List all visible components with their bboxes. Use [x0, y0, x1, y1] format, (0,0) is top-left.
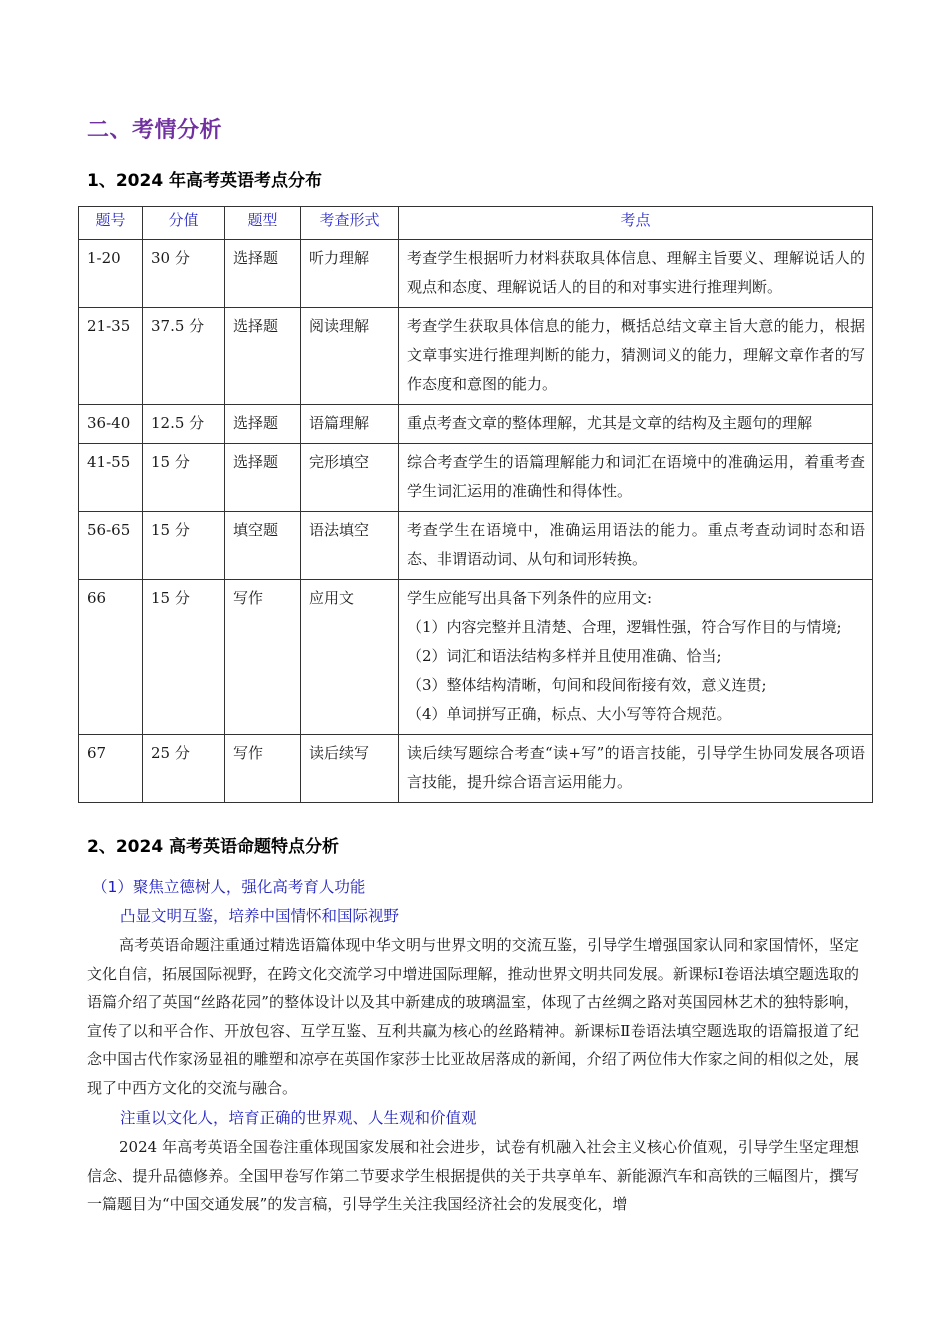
cell-form: 听力理解	[301, 240, 399, 308]
point-item: （2）词汇和语法结构多样并且使用准确、恰当;	[407, 647, 722, 665]
cell-form: 读后续写	[301, 735, 399, 803]
cell-point: 考查学生获取具体信息的能力，概括总结文章主旨大意的能力，根据文章事实进行推理判断的能力，猜测词义的能力，理解文章作者的写作态度和意图的能力。	[399, 308, 873, 405]
subsection-title-features: 2、2024 高考英语命题特点分析	[87, 837, 340, 857]
cell-number: 56-65	[79, 512, 143, 580]
cell-score: 15 分	[143, 444, 225, 512]
cell-form: 阅读理解	[301, 308, 399, 405]
cell-point: 读后续写题综合考查“读+写”的语言技能，引导学生协同发展各项语言技能，提升综合语言运用能力。	[399, 735, 873, 803]
paragraph-civilization: 高考英语命题注重通过精选语篇体现中华文明与世界文明的交流互鉴，引导学生增强国家认同和家国情怀，坚定文化自信，拓展国际视野，在跨文化交流学习中增进国际理解，推动世界文明共同发展。新课标Ⅰ卷语法填空题选取的语篇介绍了英国“丝路花园”的整体设计以及其中新建成的玻璃温室，体现了古丝绸之路对英国园林艺术的独特影响，宣传了以和平合作、开放包容、互学互鉴、互利共赢为核心的丝路精神。新课标Ⅱ卷语法填空题选取的语篇报道了纪念中国古代作家汤显祖的雕塑和凉亭在英国作家莎士比亚故居落成的新闻，介绍了两位伟大作家之间的相似之处，展现了中西方文化的交流与融合。	[87, 936, 859, 1097]
cell-type: 选择题	[225, 240, 301, 308]
paragraph-values: 2024 年高考英语全国卷注重体现国家发展和社会进步，试卷有机融入社会主义核心价值观，引导学生坚定理想信念、提升品德修养。全国甲卷写作第二节要求学生根据提供的关于共享单车、新能源汽车和高铁的三幅图片，撰写一篇题目为“中国交通发展”的发言稿，引导学生关注我国经济社会的发展变化，增	[87, 1138, 859, 1213]
cell-score: 15 分	[143, 580, 225, 735]
cell-point: 考查学生在语境中，准确运用语法的能力。重点考查动词时态和语态、非谓语动词、从句和词形转换。	[399, 512, 873, 580]
cell-point: 考查学生根据听力材料获取具体信息、理解主旨要义、理解说话人的观点和态度、理解说话人的目的和对事实进行推理判断。	[399, 240, 873, 308]
table-row	[79, 240, 873, 308]
point1-title: （1）聚焦立德树人，强化高考育人功能	[92, 878, 366, 896]
table-row	[79, 308, 873, 405]
table-row	[79, 405, 873, 444]
cell-type: 选择题	[225, 405, 301, 444]
cell-type: 写作	[225, 735, 301, 803]
cell-number: 41-55	[79, 444, 143, 512]
cell-form: 应用文	[301, 580, 399, 735]
point-item: （1）内容完整并且清楚、合理，逻辑性强，符合写作目的与情境;	[407, 618, 842, 636]
cell-score: 15 分	[143, 512, 225, 580]
header-score: 分值	[143, 207, 225, 240]
cell-score: 25 分	[143, 735, 225, 803]
cell-form: 完形填空	[301, 444, 399, 512]
cell-point-list	[399, 580, 873, 735]
cell-type: 选择题	[225, 308, 301, 405]
point-item: （3）整体结构清晰，句间和段间衔接有效，意义连贯;	[407, 676, 767, 694]
cell-type: 选择题	[225, 444, 301, 512]
header-point: 考点	[399, 207, 873, 240]
point-item: （4）单词拼写正确，标点、大小写等符合规范。	[407, 705, 732, 723]
table-header-row	[79, 207, 873, 240]
table-row	[79, 735, 873, 803]
point-intro: 学生应能写出具备下列条件的应用文:	[407, 589, 653, 607]
header-type: 题型	[225, 207, 301, 240]
cell-number: 21-35	[79, 308, 143, 405]
cell-point: 重点考查文章的整体理解，尤其是文章的结构及主题句的理解	[399, 405, 873, 444]
cell-form: 语法填空	[301, 512, 399, 580]
header-number: 题号	[79, 207, 143, 240]
cell-form: 语篇理解	[301, 405, 399, 444]
subtitle-civilization: 凸显文明互鉴，培养中国情怀和国际视野	[120, 907, 400, 925]
cell-score: 37.5 分	[143, 308, 225, 405]
cell-number: 1-20	[79, 240, 143, 308]
subsection-title-distribution: 1、2024 年高考英语考点分布	[87, 171, 323, 191]
table-row	[79, 444, 873, 512]
cell-number: 67	[79, 735, 143, 803]
cell-type: 填空题	[225, 512, 301, 580]
section-title: 二、考情分析	[87, 118, 223, 143]
cell-number: 36-40	[79, 405, 143, 444]
table-row	[79, 512, 873, 580]
cell-type: 写作	[225, 580, 301, 735]
table-row	[79, 580, 873, 735]
cell-score: 30 分	[143, 240, 225, 308]
cell-point: 综合考查学生的语篇理解能力和词汇在语境中的准确运用，着重考查学生词汇运用的准确性和得体性。	[399, 444, 873, 512]
cell-score: 12.5 分	[143, 405, 225, 444]
exam-points-table	[78, 206, 873, 803]
subtitle-values: 注重以文化人，培育正确的世界观、人生观和价值观	[120, 1109, 477, 1127]
cell-number: 66	[79, 580, 143, 735]
header-form: 考查形式	[301, 207, 399, 240]
